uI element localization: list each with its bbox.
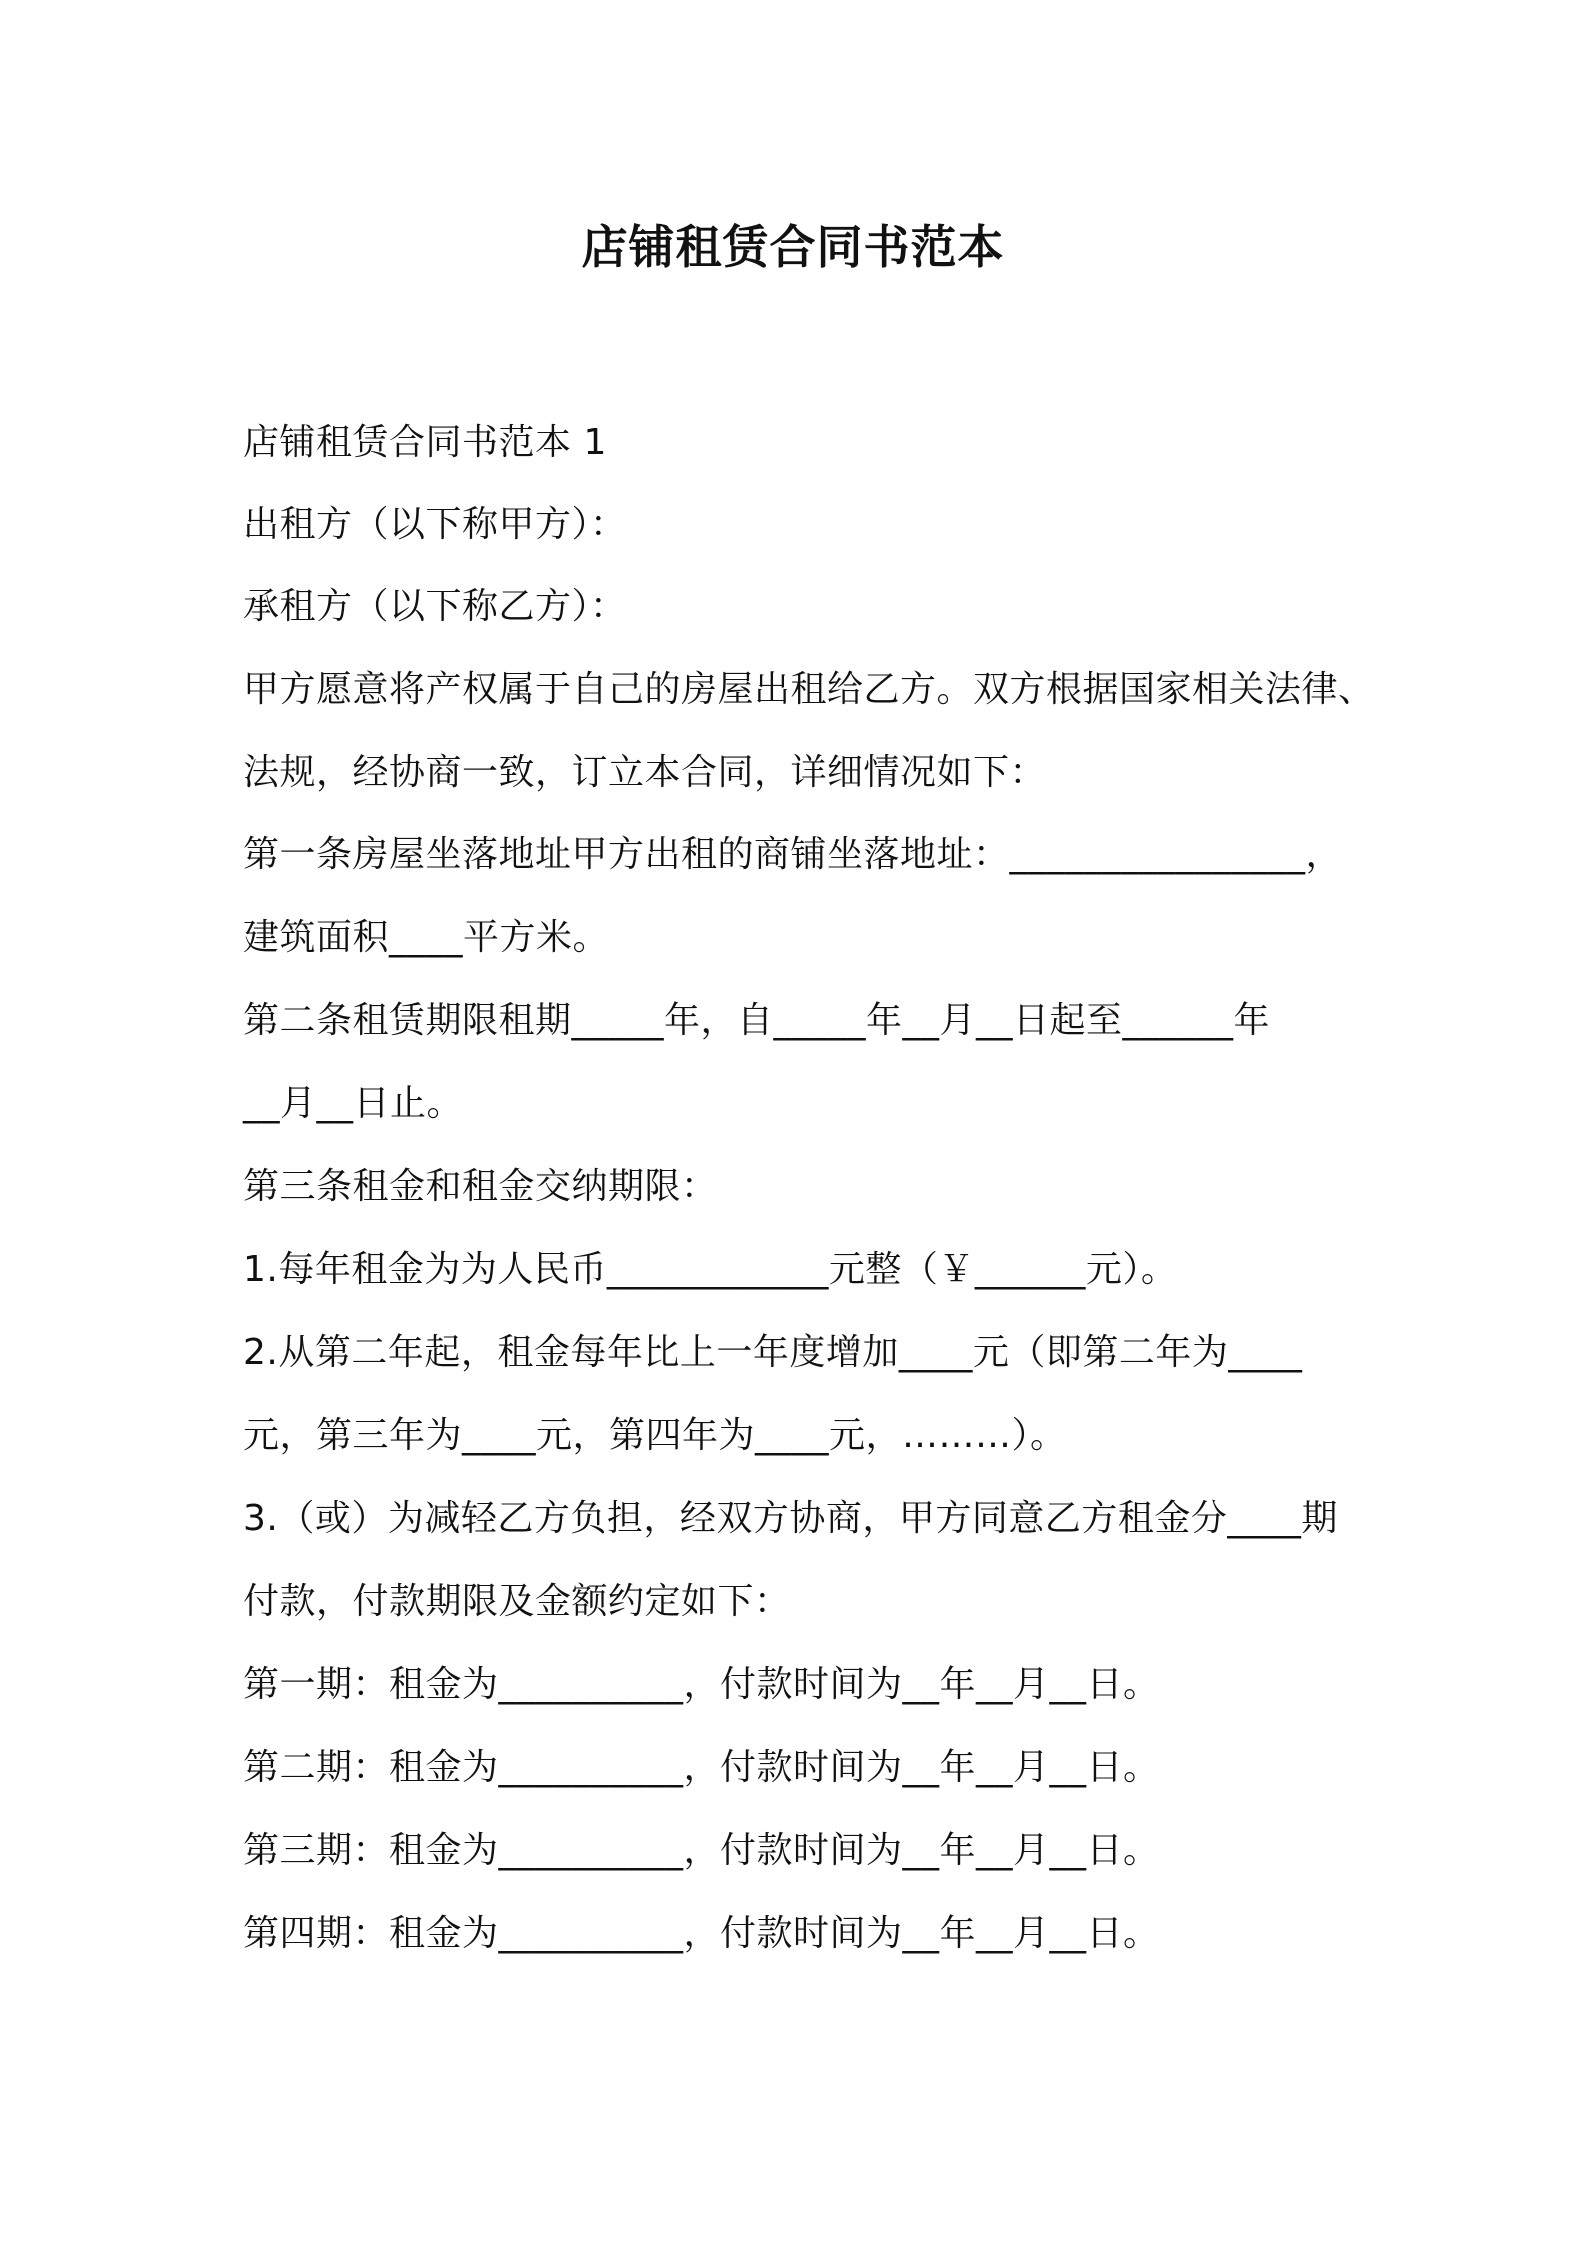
article-2-line-2: __月__日止。 [243,1083,464,1124]
installment-4: 第四期：租金为__________，付款时间为__年__月__日。 [243,1913,1160,1954]
article-3-item-2-line-2: 元，第三年为____元，第四年为____元，………）。 [243,1415,1067,1456]
article-1-line-1: 第一条房屋坐落地址甲方出租的商铺坐落地址：________________， [243,834,1343,875]
article-3-item-3-line-1: 3.（或）为减轻乙方负担，经双方协商，甲方同意乙方租金分____期 [243,1498,1338,1539]
article-1-line-2: 建筑面积____平方米。 [243,917,610,958]
installment-1: 第一期：租金为__________，付款时间为__年__月__日。 [243,1664,1160,1705]
preamble-line-1: 甲方愿意将产权属于自己的房屋出租给乙方。双方根据国家相关法律、 [243,669,1375,710]
article-2-line-1: 第二条租赁期限租期_____年，自_____年__月__日起至______年 [243,1000,1271,1041]
installment-3: 第三期：租金为__________，付款时间为__年__月__日。 [243,1830,1160,1871]
section-heading: 店铺租赁合同书范本 1 [243,422,607,463]
lessee-line: 承租方（以下称乙方）： [243,586,627,627]
article-3-item-2-line-1: 2.从第二年起，租金每年比上一年度增加____元（即第二年为____ [243,1332,1303,1373]
article-3-heading: 第三条租金和租金交纳期限： [243,1166,718,1207]
lessor-line: 出租方（以下称甲方）： [243,504,627,545]
document-title: 店铺租赁合同书范本 [581,220,1005,274]
preamble-line-2: 法规，经协商一致，订立本合同，详细情况如下： [243,752,1047,793]
article-3-item-3-line-2: 付款，付款期限及金额约定如下： [243,1581,791,1622]
installment-2: 第二期：租金为__________，付款时间为__年__月__日。 [243,1747,1160,1788]
article-3-item-1: 1.每年租金为为人民币____________元整（￥______元）。 [243,1249,1178,1290]
